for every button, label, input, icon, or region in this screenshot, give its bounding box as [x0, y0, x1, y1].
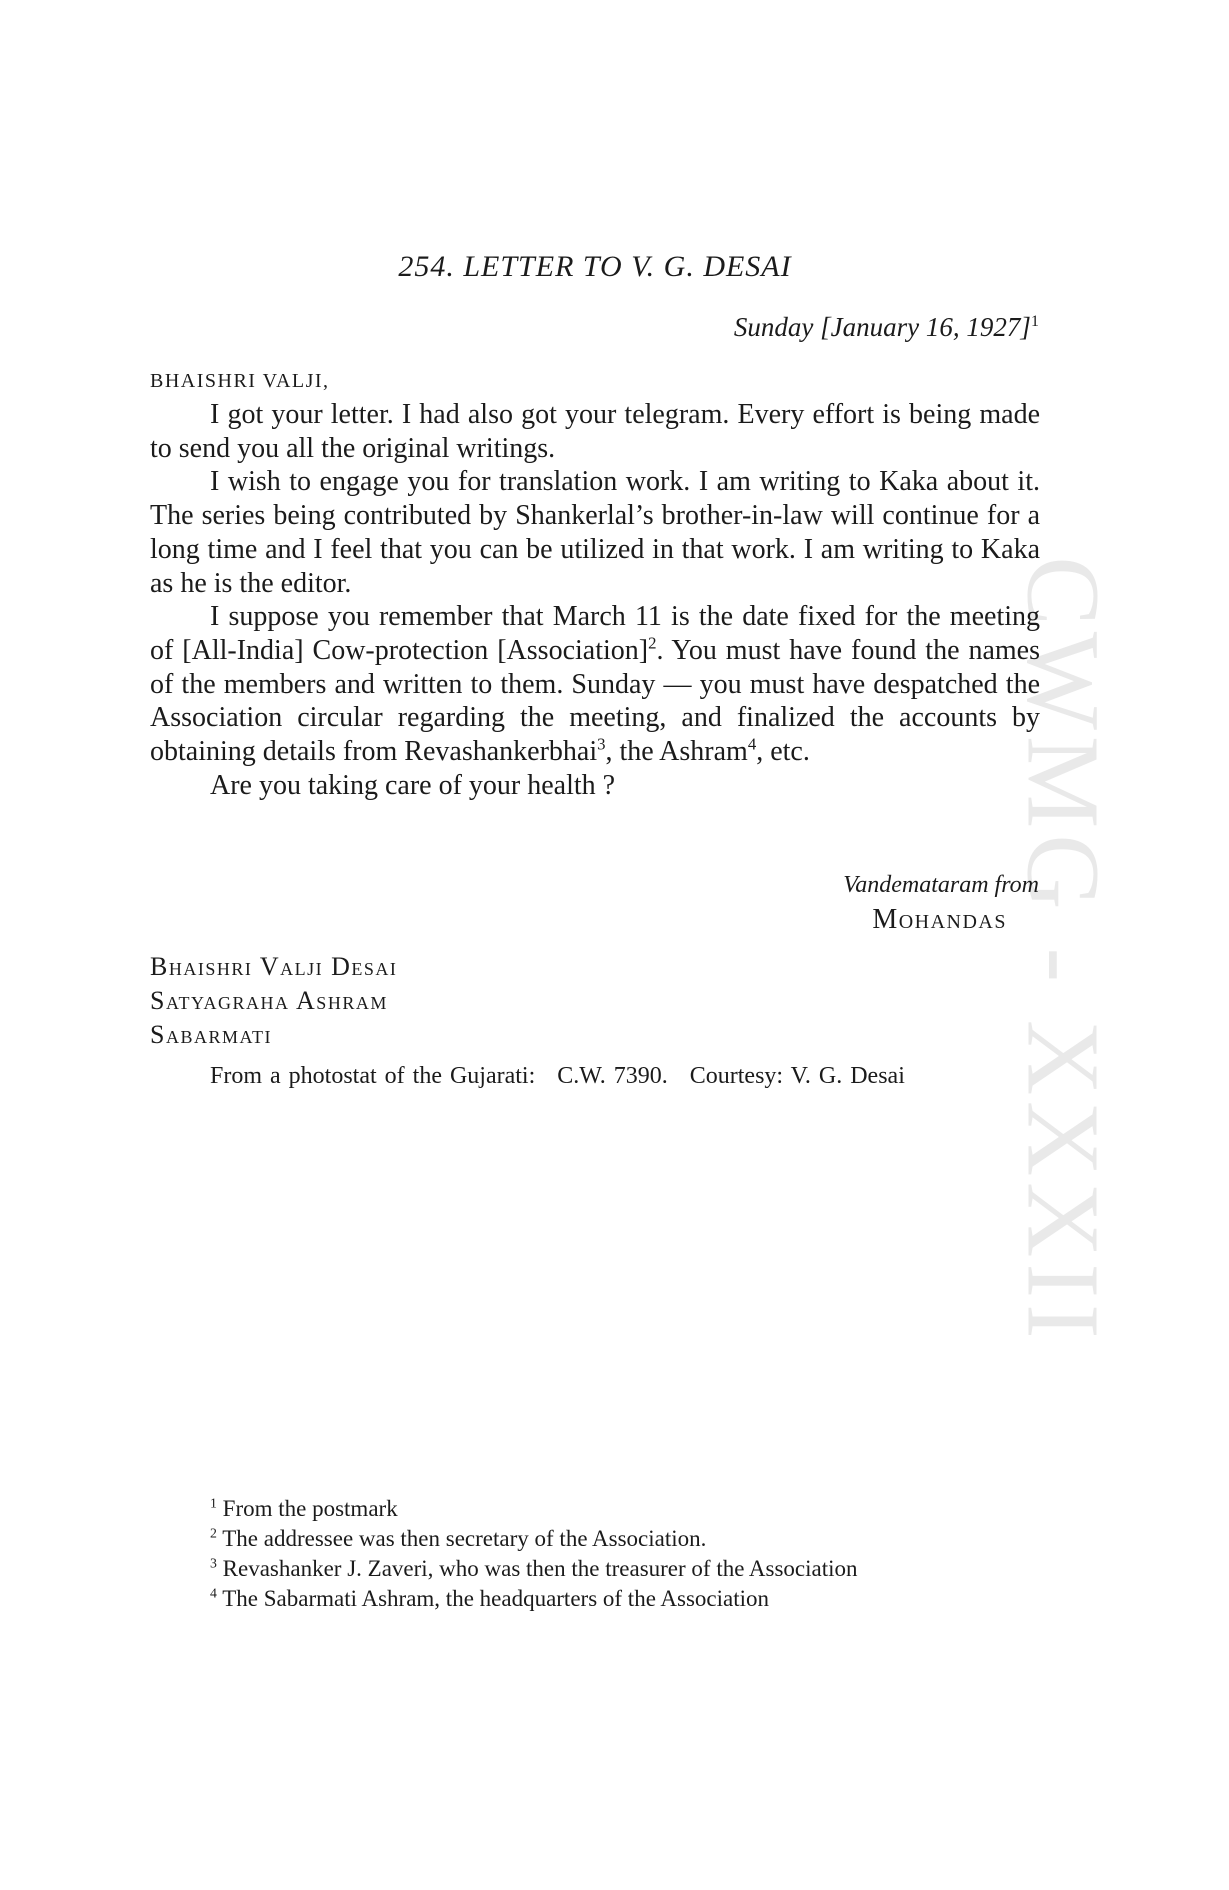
address-line: Satyagraha Ashram — [150, 986, 388, 1015]
footnote-ref: 3 — [597, 734, 606, 754]
letter-paragraph — [150, 465, 1040, 600]
dateline-footnote-ref: 1 — [1030, 312, 1039, 330]
paragraph-text: , etc. — [756, 736, 810, 768]
footnote-ref: 2 — [648, 633, 657, 653]
letter-heading: 254. LETTER TO V. G. DESAI — [398, 250, 792, 283]
footnote — [210, 1554, 858, 1584]
letter-paragraph — [150, 769, 1040, 803]
footnote-number: 1 — [210, 1495, 217, 1511]
paragraph-text: I got your letter. I had also got your telegram. Every effort is being made to send you all the original writings. — [150, 399, 1040, 464]
footnote-ref: 4 — [747, 734, 757, 754]
letter-paragraph — [150, 398, 1040, 465]
footnote-text: Revashanker J. Zaveri, who was then the treasurer of the Association — [222, 1556, 858, 1581]
paragraph-text: I wish to engage you for translation work. I am writing to Kaka about it. The series being contributed by Shankerlal’s brother-in-law will continue for a long time and I feel that you can be utilized in that work. I am writing to Kaka as he is the editor. — [150, 466, 1040, 599]
closing: Vandemataram from — [843, 872, 1039, 898]
paragraph-text: , the Ashram — [605, 736, 748, 768]
watermark-text: CWMG - XXXII — [1005, 555, 1121, 1345]
footnote-text: The Sabarmati Ashram, the headquarters of the Association — [222, 1586, 769, 1611]
footnote-number: 3 — [210, 1555, 217, 1571]
dateline-text: Sunday [January 16, 1927] — [733, 312, 1031, 342]
paragraph-text: Are you taking care of your health ? — [210, 769, 616, 801]
footnote — [210, 1494, 858, 1524]
footnote-text: The addressee was then secretary of the Association. — [222, 1526, 707, 1551]
address-block — [150, 950, 397, 1052]
footnote-text: From the postmark — [222, 1496, 398, 1521]
footnote-number: 2 — [210, 1525, 217, 1541]
source-ref: C.W. 7390. — [557, 1063, 668, 1089]
letter-paragraph — [150, 600, 1040, 769]
address-line: Bhaishri Valji Desai — [150, 952, 398, 981]
source-courtesy: Courtesy: V. G. Desai — [689, 1063, 905, 1089]
footnote — [210, 1584, 858, 1614]
footnotes — [210, 1494, 858, 1614]
signature: Mohandas — [872, 904, 1007, 935]
salutation: BHAISHRI VALJI, — [150, 370, 330, 392]
source-note — [210, 1063, 905, 1090]
address-line: Sabarmati — [150, 1020, 272, 1049]
paragraph-text: I suppose you remember that March 11 is the date fixed for the meeting of [All-India] Cow-protection [Association] — [150, 601, 1040, 666]
footnote-number: 4 — [210, 1585, 217, 1601]
letter-body — [150, 398, 1040, 802]
footnote — [210, 1524, 858, 1554]
dateline — [734, 312, 1039, 343]
source-from: From a photostat of the Gujarati: — [210, 1063, 536, 1089]
paragraph-text: . You must have found the names of the members and written to them. Sunday — you must have despatched the Association circular regarding the meeting, and finalized the accounts by obtaining details from Revashankerbhai — [150, 634, 1040, 768]
